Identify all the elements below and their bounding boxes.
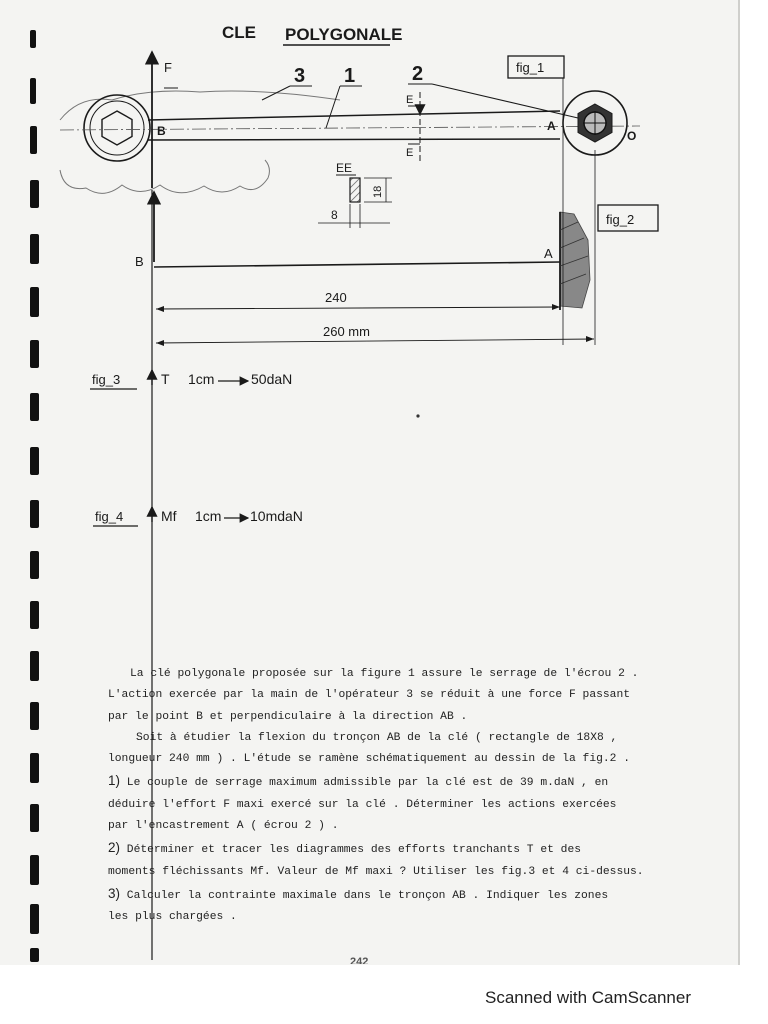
dim-240: 240 [325, 290, 347, 305]
fig2-point-b: B [135, 254, 144, 269]
question-1-line-b: déduire l'effort F maxi exercé sur la clé . Déterminer les actions exercées [108, 798, 617, 811]
question-2-number: 2) [108, 840, 121, 856]
fig1-point-b: B [157, 124, 166, 138]
para-line-2: L'action exercée par la main de l'opérateur 3 se réduit à une force F passant [108, 689, 631, 702]
title-polygonale: POLYGONALE [285, 25, 403, 44]
fig1-tag: fig_1 [516, 60, 545, 75]
fig1-point-o: O [627, 129, 637, 143]
question-2-line-b: moments fléchissants Mf. Valeur de Mf maxi ? Utiliser les fig.3 et 4 ci-dessus. [108, 865, 644, 878]
fig3-tag: fig_3 [92, 372, 121, 387]
page-number: 242 [350, 956, 369, 964]
fig1-force-label: F [164, 60, 172, 75]
title-cle: CLE [222, 23, 256, 42]
question-2-line-a: 2) Déterminer et tracer les diagrammes des efforts tranchants T et des [108, 840, 582, 857]
part-number-3: 3 [294, 65, 306, 87]
para-line-4: Soit à étudier la flexion du tronçon AB de la clé ( rectangle de 18X8 , [136, 731, 618, 744]
fig1-wrench [60, 52, 640, 228]
fig2-tag: fig_2 [606, 212, 635, 227]
question-1-line-a: 1) Le couple de serrage maximum admissible par la clé est de 39 m.daN , en [108, 773, 609, 790]
part-number-1: 1 [344, 65, 356, 87]
fig1-point-a: A [547, 119, 556, 133]
dim-260: 260 mm [323, 324, 370, 339]
section-mark-top: E [406, 94, 414, 106]
para-line-5: longueur 240 mm ) . L'étude se ramène schématiquement au dessin de la fig.2 . [108, 753, 631, 766]
problem-statement [108, 664, 688, 929]
part-number-2: 2 [412, 63, 424, 85]
fig4-scale-value: 10mdaN [250, 508, 303, 524]
fig4-scale: 1cm [195, 508, 222, 524]
fig3-shear-diagram [90, 370, 292, 389]
fig3-scale: 1cm [188, 371, 215, 387]
scanner-watermark: Scanned with CamScanner [484, 988, 691, 1007]
fig4-moment-diagram [93, 507, 303, 526]
fig3-scale-value: 50daN [251, 371, 293, 387]
fig4-axis-mf: Mf [161, 508, 177, 524]
question-3-number: 3) [108, 885, 121, 901]
para-line-1: La clé polygonale proposée sur la figure 1 assure le serrage de l'écrou 2 . [130, 668, 639, 680]
question-3-line-b: les plus chargées . [108, 911, 237, 924]
question-1-line-c: par l'encastrement A ( écrou 2 ) . [108, 820, 339, 833]
dim-height-18: 18 [372, 185, 384, 198]
fig3-axis-t: T [161, 371, 170, 387]
question-3-line-a: 3) Calculer la contrainte maximale dans le tronçon AB . Indiquer les zones [108, 885, 609, 902]
section-title: EE [336, 161, 353, 175]
title [222, 23, 402, 45]
fig4-tag: fig_4 [95, 509, 124, 524]
para-line-3: par le point B et perpendiculaire à la direction AB . [108, 710, 468, 723]
section-mark-bottom: E [406, 147, 414, 159]
question-1-number: 1) [108, 773, 121, 789]
dim-width-8: 8 [331, 208, 338, 222]
fig2-point-a: A [544, 246, 553, 261]
